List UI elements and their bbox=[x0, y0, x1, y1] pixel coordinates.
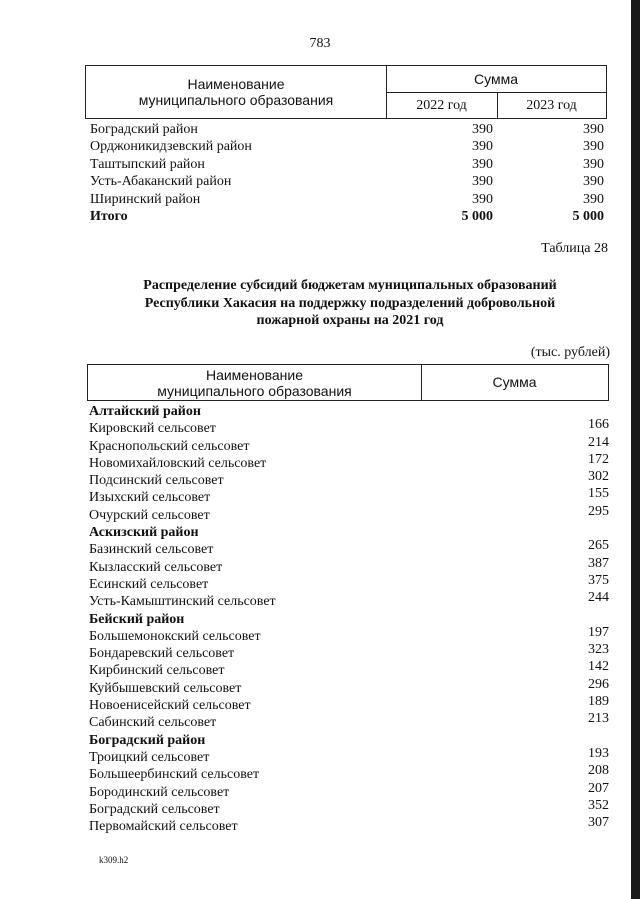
row-value: 142 bbox=[588, 659, 609, 675]
row-value-2023: 390 bbox=[583, 191, 604, 207]
title-line: Республики Хакасия на поддержку подразделений добровольной bbox=[144, 295, 556, 311]
row-name: Усть-Камыштинский сельсовет bbox=[89, 594, 276, 610]
row-name: Новомихайловский сельсовет bbox=[89, 455, 267, 471]
row-name: Новоенисейский сельсовет bbox=[89, 698, 251, 714]
main-table-header bbox=[87, 364, 609, 401]
row-value: 387 bbox=[588, 555, 609, 571]
table-title bbox=[100, 277, 600, 330]
table-row bbox=[89, 590, 611, 610]
header-divider bbox=[386, 92, 606, 93]
table-row bbox=[89, 451, 611, 472]
row-value: 155 bbox=[588, 486, 609, 502]
row-name: Первомайский сельсовет bbox=[89, 819, 238, 835]
table-row bbox=[89, 694, 611, 714]
row-value-2022: 390 bbox=[472, 191, 493, 207]
column-header-sum: Сумма bbox=[474, 71, 518, 87]
units-note: (тыс. рублей) bbox=[530, 345, 610, 360]
row-name: Боградский район bbox=[89, 732, 206, 748]
row-value: 244 bbox=[588, 590, 609, 606]
row-name: Бейский район bbox=[89, 611, 185, 627]
table-row bbox=[89, 434, 611, 455]
table-row bbox=[90, 121, 606, 138]
row-value: 302 bbox=[588, 469, 609, 485]
table-label: Таблица 28 bbox=[541, 241, 608, 256]
row-value: 352 bbox=[588, 797, 609, 813]
row-name: Боградский сельсовет bbox=[89, 801, 220, 817]
row-value: 296 bbox=[588, 676, 609, 692]
row-name: Есинский сельсовет bbox=[89, 576, 209, 592]
row-value-2023: 390 bbox=[583, 122, 604, 137]
district-heading bbox=[89, 403, 611, 420]
header-name-line1: Наименование bbox=[187, 76, 285, 92]
row-value-2022: 390 bbox=[472, 156, 493, 172]
row-name: Кызласский сельсовет bbox=[89, 559, 223, 575]
table-row bbox=[89, 780, 611, 801]
row-value: 214 bbox=[588, 434, 609, 450]
row-name: Таштыпский район bbox=[90, 156, 205, 172]
column-header-year-2022: 2022 год bbox=[416, 98, 467, 113]
column-header-name bbox=[88, 367, 421, 399]
table-row bbox=[90, 191, 606, 208]
footer-code: k309.h2 bbox=[99, 855, 129, 865]
row-name: Боградский район bbox=[90, 122, 198, 137]
row-value: 189 bbox=[588, 694, 609, 710]
row-name: Базинский сельсовет bbox=[89, 542, 214, 558]
row-value-2022: 390 bbox=[472, 122, 493, 137]
row-name: Подсинский сельсовет bbox=[89, 473, 224, 489]
row-value-2023: 390 bbox=[583, 139, 604, 155]
main-table-body bbox=[89, 403, 611, 835]
row-value: 213 bbox=[588, 711, 609, 727]
row-name: Очурский сельсовет bbox=[89, 507, 210, 523]
column-header-year-2023: 2023 год bbox=[526, 98, 577, 113]
row-value: 295 bbox=[588, 503, 609, 519]
table-row bbox=[89, 676, 611, 697]
row-value: 208 bbox=[588, 763, 609, 779]
top-table-body bbox=[90, 121, 606, 225]
header-name-line2: муниципального образования bbox=[157, 383, 352, 399]
table-row bbox=[89, 469, 611, 489]
row-name: Орджоникидзевский район bbox=[90, 139, 252, 155]
column-header-sum: Сумма bbox=[492, 374, 537, 390]
row-name: Большемонокский сельсовет bbox=[89, 628, 261, 644]
row-name: Троицкий сельсовет bbox=[89, 749, 210, 765]
row-name: Большеербинский сельсовет bbox=[89, 767, 260, 783]
row-value: 197 bbox=[588, 624, 609, 640]
row-name: Аскизский район bbox=[89, 525, 199, 541]
table-row bbox=[89, 417, 611, 437]
district-heading bbox=[89, 524, 611, 541]
row-name: Бородинский сельсовет bbox=[89, 784, 230, 800]
page-number: 783 bbox=[309, 36, 331, 51]
table-row bbox=[89, 815, 611, 835]
table-row bbox=[90, 138, 606, 155]
header-name-line2: муниципального образования bbox=[138, 92, 334, 108]
row-value-2023: 5 000 bbox=[572, 208, 604, 224]
row-name: Алтайский район bbox=[89, 404, 201, 419]
table-row bbox=[89, 711, 611, 731]
table-row bbox=[89, 763, 611, 783]
total-row bbox=[90, 208, 606, 225]
table-row bbox=[90, 156, 606, 173]
table-row bbox=[89, 624, 611, 645]
row-value-2022: 5 000 bbox=[461, 208, 493, 224]
table-row bbox=[89, 572, 611, 593]
table-row bbox=[89, 555, 611, 576]
row-name: Ширинский район bbox=[90, 191, 201, 207]
row-value: 323 bbox=[588, 642, 609, 658]
row-name: Бондаревский сельсовет bbox=[89, 646, 235, 662]
table-row bbox=[89, 797, 611, 818]
table-row bbox=[89, 642, 611, 662]
header-name-line1: Наименование bbox=[205, 367, 304, 383]
title-line: Распределение субсидий бюджетам муниципальных образований bbox=[143, 278, 557, 293]
row-value: 166 bbox=[588, 417, 609, 433]
table-row bbox=[89, 659, 611, 679]
top-table-header bbox=[85, 65, 607, 119]
row-value-2023: 390 bbox=[583, 156, 604, 172]
row-name: Изыхский сельсовет bbox=[89, 490, 211, 506]
table-row bbox=[89, 486, 611, 506]
row-name: Кировский сельсовет bbox=[89, 421, 216, 437]
district-heading bbox=[89, 611, 611, 628]
row-value-2023: 390 bbox=[583, 174, 604, 190]
district-heading bbox=[89, 732, 611, 749]
row-name: Куйбышевский сельсовет bbox=[89, 680, 242, 696]
row-name: Кирбинский сельсовет bbox=[89, 663, 225, 679]
row-value: 193 bbox=[588, 745, 609, 761]
title-line: пожарной охраны на 2021 год bbox=[256, 313, 444, 328]
row-value-2022: 390 bbox=[472, 174, 493, 190]
row-name: Краснопольский сельсовет bbox=[89, 438, 250, 454]
row-name: Усть-Абаканский район bbox=[90, 174, 232, 190]
row-value-2022: 390 bbox=[472, 139, 493, 155]
row-value: 265 bbox=[588, 538, 609, 554]
row-value: 172 bbox=[588, 451, 609, 467]
row-value: 307 bbox=[588, 815, 609, 831]
row-name: Сабинский сельсовет bbox=[89, 715, 217, 731]
row-name: Итого bbox=[90, 208, 128, 224]
table-row bbox=[89, 745, 611, 766]
table-row bbox=[90, 173, 606, 190]
table-row bbox=[89, 538, 611, 558]
scan-edge bbox=[631, 0, 640, 899]
column-header-name bbox=[86, 76, 386, 108]
row-value: 375 bbox=[588, 572, 609, 588]
table-row bbox=[89, 503, 611, 524]
row-value: 207 bbox=[588, 780, 609, 796]
